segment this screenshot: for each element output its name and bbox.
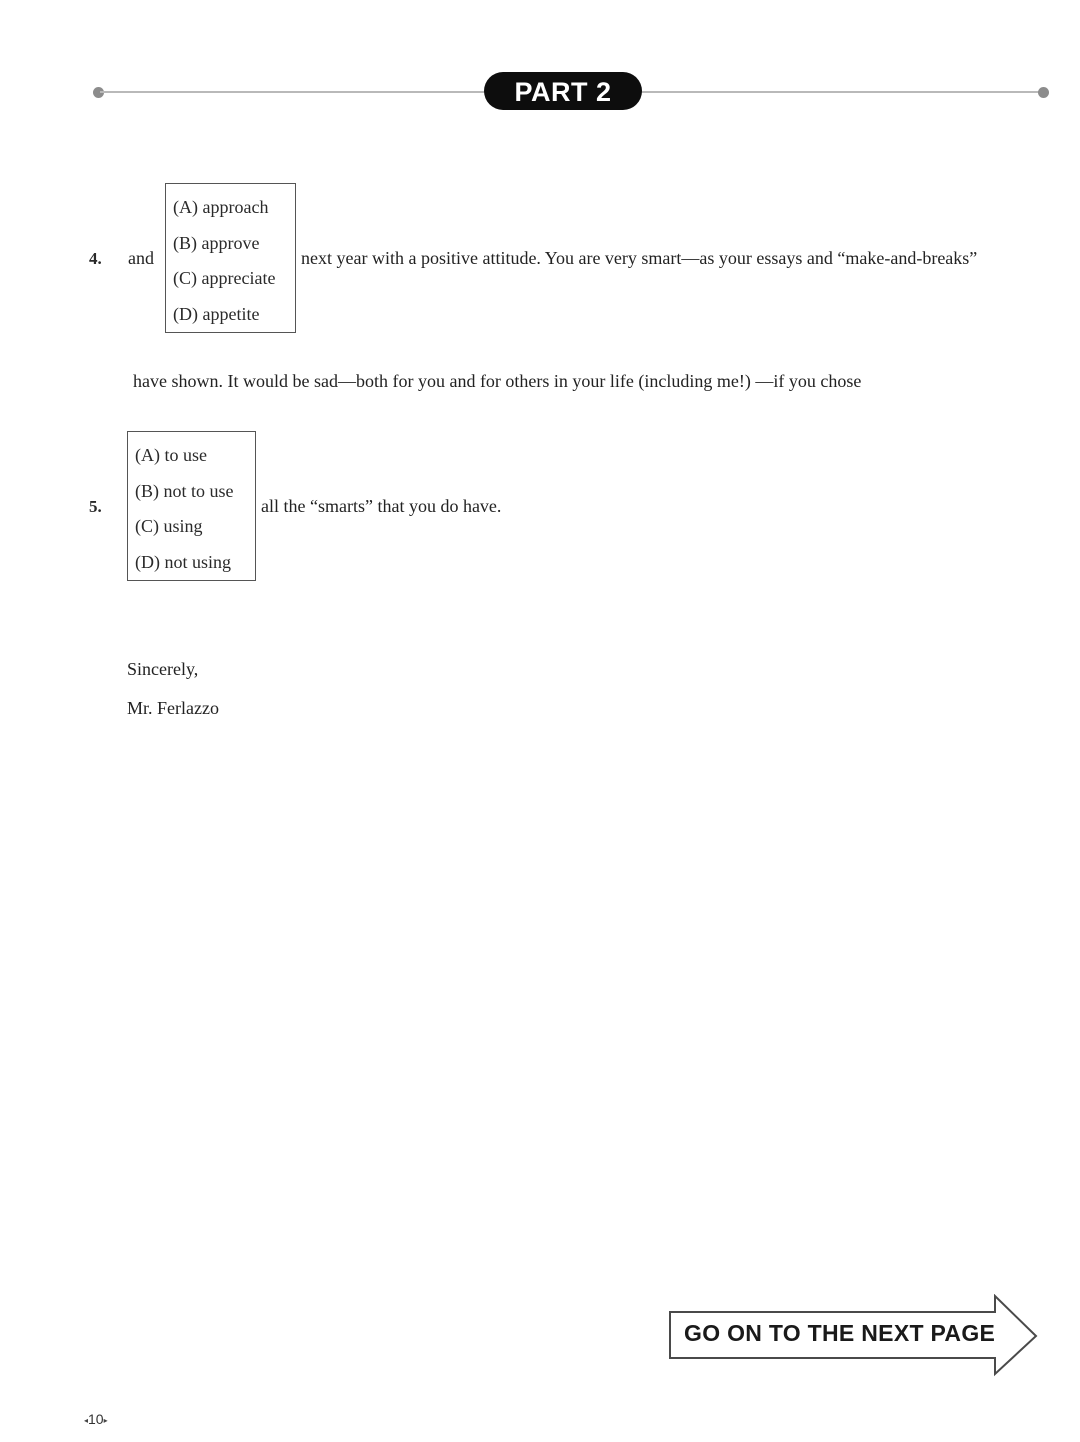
question-4-option-c[interactable]: (C) appreciate [173,268,276,288]
question-4-choice-box [165,183,296,333]
page-number-right-marker-icon: ▸ [103,1415,108,1425]
question-5-option-b[interactable]: (B) not to use [135,480,234,501]
question-5-trail-text: all the “smarts” that you do have. [261,496,502,516]
question-4-option-a[interactable]: (A) approach [173,197,269,217]
part-badge: PART 2 [484,72,642,110]
question-4-number: 4. [89,249,102,268]
page-number [84,1411,108,1427]
question-5-option-a[interactable]: (A) to use [135,445,207,465]
header-rule-left [100,91,486,93]
page-number-left-marker-icon: ◂ [84,1415,89,1425]
question-4-trail-text: next year with a positive attitude. You are very smart—as your essays and “make-and-breaks” [301,248,978,268]
rule-right-dot [1038,87,1049,98]
closing-signature: Mr. Ferlazzo [127,698,219,718]
next-page-label[interactable]: GO ON TO THE NEXT PAGE [684,1320,996,1346]
question-4-lead-text: and [128,248,154,268]
page-number-value: 10 [88,1411,104,1427]
passage-continuation: have shown. It would be sad—both for you and for others in your life (including me!) —if you chose [133,371,862,391]
closing-salutation: Sincerely, [127,659,199,679]
question-5-number: 5. [89,497,102,516]
question-5-option-d[interactable]: (D) not using [135,551,231,572]
header-rule-right [640,91,1044,93]
question-4-option-b[interactable]: (B) approve [173,232,260,253]
question-5-choice-box [127,431,256,581]
question-5-option-c[interactable]: (C) using [135,516,203,536]
question-4-option-d[interactable]: (D) appetite [173,303,260,324]
